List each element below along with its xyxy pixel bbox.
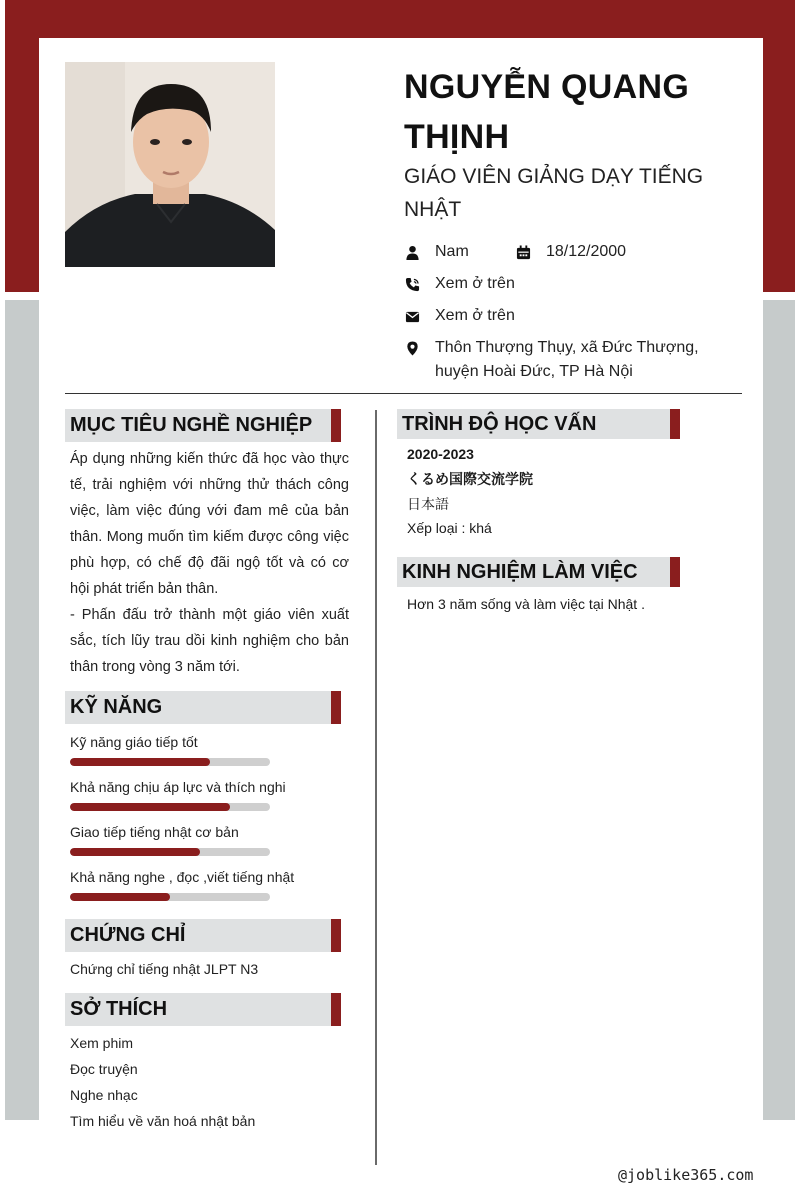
hobbies-heading-text: SỞ THÍCH: [70, 998, 168, 1020]
skill-item: [70, 868, 350, 901]
heading-accent: [331, 691, 341, 724]
education-heading: [397, 409, 680, 439]
profile-photo: [65, 62, 275, 267]
heading-accent: [331, 993, 341, 1026]
address-value: Thôn Thượng Thụy, xã Đức Thượng, huyện Hoài Đức, TP Hà Nội: [435, 339, 699, 380]
birthday-row: [515, 240, 626, 264]
hobby-item: Nghe nhạc: [70, 1087, 138, 1103]
hobby-item: Xem phim: [70, 1035, 134, 1051]
objective-paragraph-2: - Phấn đấu trở thành một giáo viên xuất sắc, tích lũy trau dồi kinh nghiệm cho bản thân trong vòng 3 năm tới.: [70, 607, 349, 675]
skill-label: Giao tiếp tiếng nhật cơ bản: [70, 824, 239, 840]
skill-bar-fill: [70, 893, 170, 901]
envelope-icon: [404, 307, 420, 325]
certificate-item: Chứng chỉ tiếng nhật JLPT N3: [70, 961, 259, 977]
certificates-heading: [65, 919, 341, 952]
phone-row: [404, 272, 515, 296]
skills-heading-text: KỸ NĂNG: [70, 696, 163, 718]
heading-accent: [670, 557, 680, 587]
footer-watermark: @joblike365.com: [618, 1166, 754, 1184]
gender-row: [404, 240, 469, 264]
objective-heading: [65, 409, 341, 442]
job-title: GIÁO VIÊN GIẢNG DẠY TIẾNG NHẬT: [404, 165, 704, 221]
hobby-item: Tìm hiểu về văn hoá nhật bản: [70, 1113, 256, 1129]
skill-item: [70, 823, 350, 856]
skill-bar-track: [70, 848, 270, 856]
person-icon: [404, 243, 420, 261]
hobbies-heading: [65, 993, 341, 1026]
gender-value: Nam: [435, 243, 469, 260]
skill-label: Khả năng chịu áp lực và thích nghi: [70, 779, 286, 795]
education-school: くるめ国際交流学院: [407, 472, 533, 488]
address-row: [404, 336, 704, 384]
objective-body: [70, 446, 349, 680]
education-heading-text: TRÌNH ĐỘ HỌC VẤN: [402, 413, 597, 435]
calendar-icon: [515, 243, 531, 261]
skill-label: Kỹ năng giáo tiếp tốt: [70, 734, 198, 750]
skill-bar-fill: [70, 803, 230, 811]
education-major: 日本語: [407, 497, 449, 513]
experience-text: Hơn 3 năm sống và làm việc tại Nhật .: [407, 596, 645, 612]
skill-bar-fill: [70, 848, 200, 856]
skill-item: [70, 778, 350, 811]
header-divider: [65, 393, 742, 394]
objective-heading-text: MỤC TIÊU NGHỀ NGHIỆP: [70, 414, 313, 436]
decor-gray-band-left: [5, 300, 39, 1120]
email-row: [404, 304, 515, 328]
decor-red-band-left: [5, 0, 39, 292]
certificates-heading-text: CHỨNG CHỈ: [70, 924, 186, 946]
heading-accent: [670, 409, 680, 439]
skill-bar-track: [70, 893, 270, 901]
skill-item: [70, 733, 350, 766]
experience-heading-text: KINH NGHIỆM LÀM VIỆC: [402, 561, 638, 583]
skill-bar-fill: [70, 758, 210, 766]
email-value: Xem ở trên: [435, 307, 515, 324]
objective-paragraph-1: Áp dụng những kiến thức đã học vào thực tế, trải nghiệm với những thử thách công việc, làm việc đúng với đam mê của bản thân. Mong muốn tìm kiếm được công việc phù hợp, có chế độ đãi ngộ tốt và có cơ hội phát triển bản thân.: [70, 451, 349, 597]
skill-bar-track: [70, 758, 270, 766]
phone-value: Xem ở trên: [435, 275, 515, 292]
candidate-name: NGUYỄN QUANG THỊNH: [404, 68, 690, 156]
skill-label: Khả năng nghe , đọc ,viết tiếng nhật: [70, 869, 295, 885]
experience-heading: [397, 557, 680, 587]
heading-accent: [331, 919, 341, 952]
phone-icon: [404, 275, 420, 293]
decor-red-band-right: [763, 0, 795, 292]
birthday-value: 18/12/2000: [546, 243, 627, 260]
decor-gray-band-right: [763, 300, 795, 1120]
education-years: 2020-2023: [407, 446, 474, 462]
heading-accent: [331, 409, 341, 442]
skill-bar-track: [70, 803, 270, 811]
hobby-item: Đọc truyện: [70, 1061, 138, 1077]
education-grade: Xếp loại : khá: [407, 520, 492, 536]
decor-red-band-top: [5, 0, 795, 38]
skills-heading: [65, 691, 341, 724]
location-pin-icon: [404, 339, 420, 357]
column-divider: [375, 410, 377, 1165]
